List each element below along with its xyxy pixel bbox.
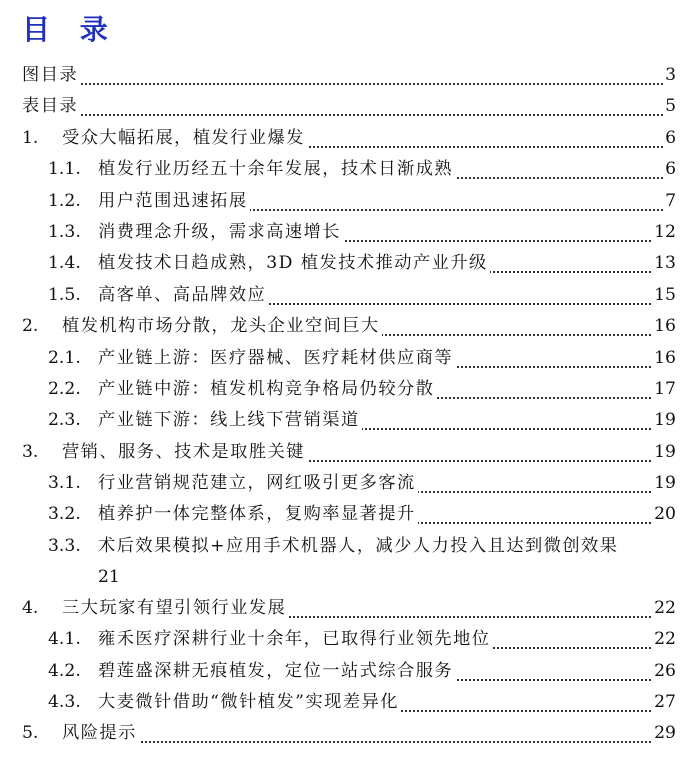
toc-page-number: 19 xyxy=(652,437,676,468)
toc-entry-title: 产业链中游：植发机构竞争格局仍较分散 xyxy=(98,374,436,405)
toc-page-number: 7 xyxy=(663,186,676,217)
toc-entry-3-1[interactable] xyxy=(0,468,700,499)
toc-section-number: 3. xyxy=(22,441,39,462)
toc-entry-title: 植发机构市场分散，龙头企业空间巨大 xyxy=(62,311,382,342)
toc-entry-title: 碧莲盛深耕无痕植发，定位一站式综合服务 xyxy=(98,656,455,687)
toc-page-number: 6 xyxy=(663,154,676,185)
toc-entry-1[interactable] xyxy=(0,123,700,154)
toc-page-number: 22 xyxy=(652,593,676,624)
toc-page-number: 12 xyxy=(652,217,676,248)
toc-section-number: 1.3. xyxy=(48,221,81,242)
toc-page-number: 6 xyxy=(663,123,676,154)
toc-section-number: 2.2. xyxy=(48,378,81,399)
toc-section-number: 2. xyxy=(22,316,39,337)
toc-section-number: 3.1. xyxy=(48,473,81,494)
toc-entry-1-5[interactable] xyxy=(0,280,700,311)
dot-leader xyxy=(22,110,666,116)
toc-entry-1-1[interactable] xyxy=(0,154,700,185)
toc-entry-title: 产业链上游：医疗器械、医疗耗材供应商等 xyxy=(98,343,455,374)
toc-entry-title: 行业营销规范建立，网红吸引更多客流 xyxy=(98,468,418,499)
toc-entry-1-3[interactable] xyxy=(0,217,700,248)
toc-section-number: 4. xyxy=(22,597,39,618)
toc-page-number: 26 xyxy=(652,656,676,687)
toc-page-number: 16 xyxy=(652,311,676,342)
toc-section-number: 2.3. xyxy=(48,410,81,431)
toc-entry-title: 高客单、高品牌效应 xyxy=(98,280,268,311)
toc-section-number: 4.2. xyxy=(48,660,81,681)
toc-entry-5[interactable] xyxy=(0,718,700,749)
toc-entry-title: 用户范围迅速拓展 xyxy=(98,186,250,217)
toc-section-number: 5. xyxy=(22,723,39,744)
toc-entry-2-3[interactable] xyxy=(0,405,700,436)
toc-section-number: 1.1. xyxy=(48,159,81,180)
toc-section-number: 2.1. xyxy=(48,347,81,368)
toc-page-number: 21 xyxy=(98,562,120,593)
toc-entry-title: 三大玩家有望引领行业发展 xyxy=(62,593,288,624)
toc-page-number: 16 xyxy=(652,343,676,374)
toc-entry-4[interactable] xyxy=(0,593,700,624)
toc-entry-3-2[interactable] xyxy=(0,499,700,530)
toc-page-number: 5 xyxy=(663,91,676,122)
toc-page-number: 19 xyxy=(652,405,676,436)
toc-entry-2[interactable] xyxy=(0,311,700,342)
toc-entry-title: 消费理念升级，需求高速增长 xyxy=(98,217,343,248)
toc-section-number: 1.4. xyxy=(48,253,81,274)
toc-entry-tables[interactable] xyxy=(0,91,700,122)
toc-page-number: 29 xyxy=(652,718,676,749)
toc-page-number: 17 xyxy=(652,374,676,405)
toc-entry-title: 植养护一体完整体系，复购率显著提升 xyxy=(98,499,418,530)
toc-page-number: 13 xyxy=(652,248,676,279)
toc-entry-title: 植发行业历经五十余年发展，技术日渐成熟 xyxy=(98,154,455,185)
toc-section-number: 1.5. xyxy=(48,284,81,305)
toc-entry-title: 营销、服务、技术是取胜关键 xyxy=(62,437,307,468)
toc-entry-title: 图目录 xyxy=(22,60,80,91)
toc-section-number: 1.2. xyxy=(48,190,81,211)
toc-entry-4-3[interactable] xyxy=(0,687,700,718)
toc-page-number: 15 xyxy=(652,280,676,311)
toc-entry-3-3[interactable] xyxy=(0,531,700,593)
toc-entry-title: 术后效果模拟+应用手术机器人，减少人力投入且达到微创效果 xyxy=(98,531,620,562)
toc-entry-title: 风险提示 xyxy=(62,718,139,749)
toc-entry-title: 产业链下游：线上线下营销渠道 xyxy=(98,405,362,436)
dot-leader xyxy=(62,737,666,743)
toc-section-number: 3.3. xyxy=(48,535,81,556)
toc-entry-4-1[interactable] xyxy=(0,624,700,655)
toc-entry-2-1[interactable] xyxy=(0,343,700,374)
toc-section-number: 1. xyxy=(22,127,39,148)
dot-leader xyxy=(22,79,666,85)
toc-page-number: 19 xyxy=(652,468,676,499)
toc-section-number: 3.2. xyxy=(48,504,81,525)
toc-section-number: 4.3. xyxy=(48,692,81,713)
toc-entry-1-2[interactable] xyxy=(0,186,700,217)
toc-page-number: 20 xyxy=(652,499,676,530)
toc-entry-2-2[interactable] xyxy=(0,374,700,405)
toc-entry-title: 表目录 xyxy=(22,91,80,122)
toc-heading: 目 录 xyxy=(22,13,118,46)
toc-page-number: 27 xyxy=(652,687,676,718)
toc-entry-3[interactable] xyxy=(0,437,700,468)
toc-entry-4-2[interactable] xyxy=(0,656,700,687)
toc-entry-title: 受众大幅拓展，植发行业爆发 xyxy=(62,123,307,154)
toc-entry-figures[interactable] xyxy=(0,60,700,91)
toc-entry-1-4[interactable] xyxy=(0,248,700,279)
table-of-contents xyxy=(0,60,700,750)
toc-entry-title: 大麦微针借助“微针植发”实现差异化 xyxy=(98,687,401,718)
toc-section-number: 4.1. xyxy=(48,629,81,650)
toc-entry-title: 植发技术日趋成熟，3D 植发技术推动产业升级 xyxy=(98,248,490,279)
toc-page-number: 3 xyxy=(663,60,676,91)
toc-entry-title: 雍禾医疗深耕行业十余年，已取得行业领先地位 xyxy=(98,624,492,655)
toc-page-number: 22 xyxy=(652,624,676,655)
